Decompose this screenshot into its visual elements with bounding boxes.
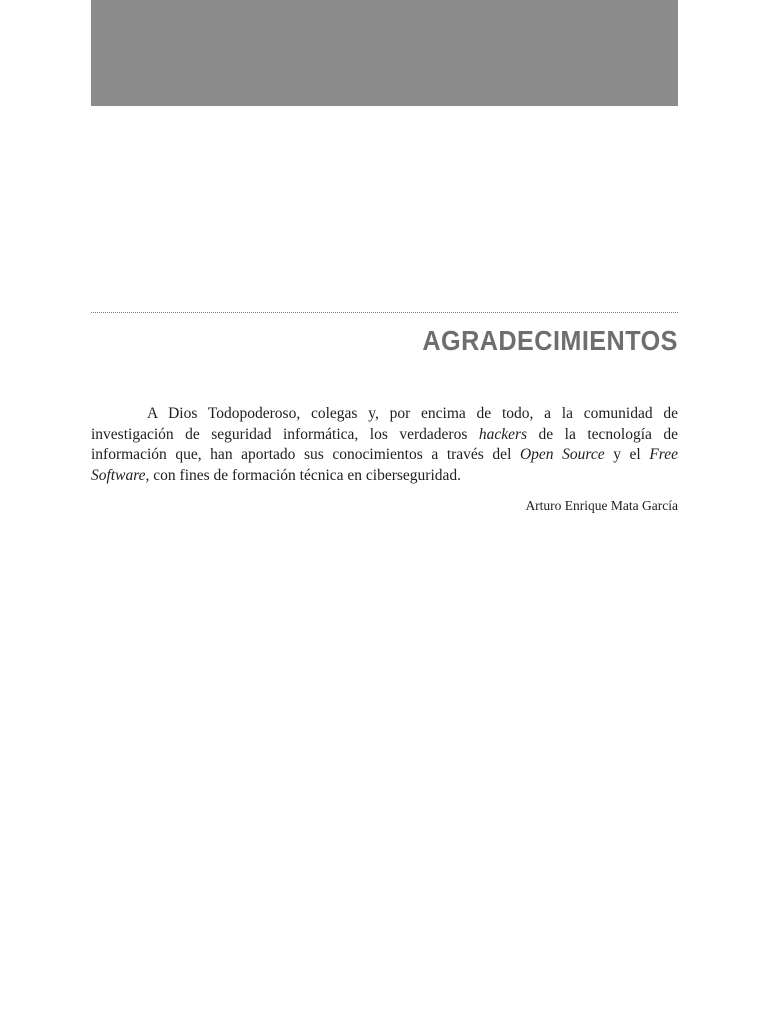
paragraph-text-2: de la tecnología de información que, han aportado sus conocimientos a través del — [91, 425, 678, 463]
acknowledgements-paragraph — [91, 404, 678, 486]
paragraph-text-3: y el — [604, 446, 650, 463]
paragraph-text-1: A Dios Todopoderoso, colegas y, por encima de todo, a la comunidad de investigación de seguridad informática, los verdaderos — [91, 405, 678, 443]
paragraph-italic-free-software: Free Software — [91, 446, 679, 484]
dotted-divider — [91, 312, 678, 313]
author-signature: Arturo Enrique Mata García — [525, 498, 678, 513]
header-band — [91, 0, 678, 106]
paragraph-italic-open-source: Open Source — [519, 446, 605, 463]
paragraph-text-4: , con fines de formación técnica en ciberseguridad. — [145, 466, 462, 484]
chapter-title: AGRADECIMIENTOS — [422, 325, 678, 356]
paragraph-italic-hackers: hackers — [478, 425, 528, 443]
